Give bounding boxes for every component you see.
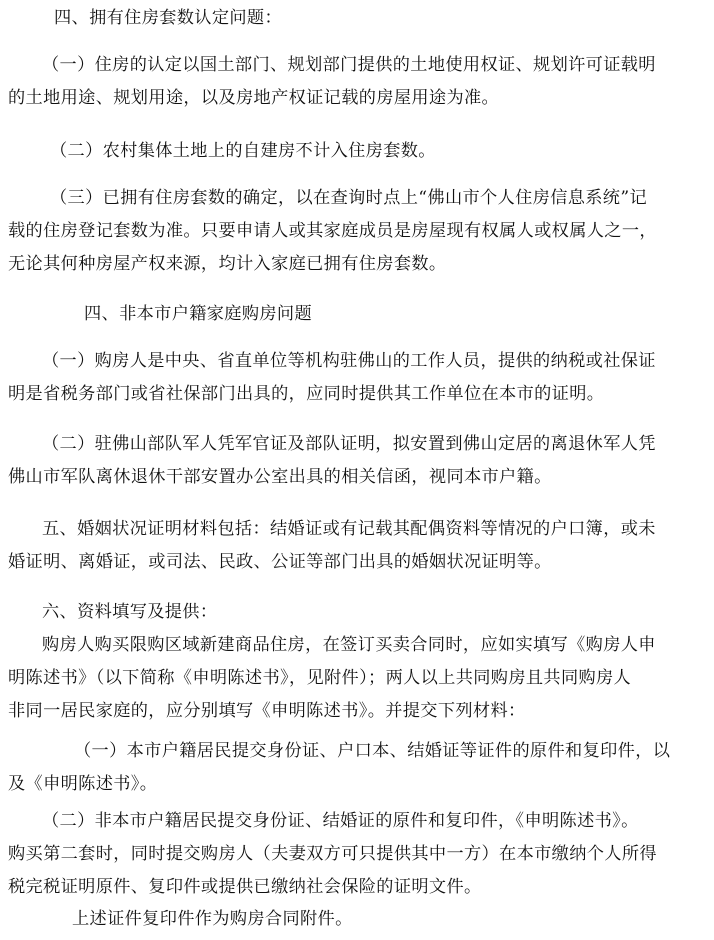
text-line: 的土地用途、规划用途，以及房地产权证记载的房屋用途为准。: [8, 88, 500, 108]
paragraph-marriage-proof: [8, 513, 708, 579]
text-line: （二）驻佛山部队军人凭军官证及部队证明，拟安置到佛山定居的离退休军人凭: [42, 434, 656, 454]
text-line: 佛山市军队离休退休干部安置办公室出具的相关信函，视同本市户籍。: [8, 467, 552, 487]
text-line: （二）农村集体土地上的自建房不计入住房套数。: [50, 141, 436, 161]
paragraph-forms-local: [8, 735, 708, 801]
text-line: 购房人购买限购区域新建商品住房，在签订买卖合同时，应如实填写《购房人申: [42, 635, 656, 655]
text-line: （一）住房的认定以国土部门、规划部门提供的土地使用权证、规划许可证载明: [42, 55, 656, 75]
text-line: （二）非本市户籍居民提交身份证、结婚证的原件和复印件，《申明陈述书》。: [42, 811, 639, 831]
text-line: 无论其何种房屋产权来源，均计入家庭已拥有住房套数。: [8, 254, 447, 274]
section-heading-non-local: [8, 298, 714, 331]
section-heading-forms: [8, 596, 714, 629]
text-line: 四、拥有住房套数认定问题：: [54, 8, 282, 28]
text-line: （一）本市户籍居民提交身份证、户口本、结婚证等证件的原件和复印件，以: [74, 741, 671, 761]
text-line: （一）购房人是中央、省直单位等机构驻佛山的工作人员，提供的纳税或社保证: [42, 351, 656, 371]
text-line: 上述证件复印件作为购房合同附件。: [72, 909, 353, 929]
paragraph-owned-housing: [8, 182, 708, 281]
text-line: 婚证明、离婚证，或司法、民政、公证等部门出具的婚姻状况证明等。: [8, 552, 552, 572]
text-line: （三）已拥有住房套数的确定，以在查询时点上“佛山市个人住房信息系统”记: [50, 188, 648, 208]
paragraph-non-local-staff: [8, 345, 708, 411]
text-line: 载的住房登记套数为准。只要申请人或其家庭成员是房屋现有权属人或权属人之一，: [8, 221, 657, 241]
text-line: 明是省税务部门或省社保部门出具的，应同时提供其工作单位在本市的证明。: [8, 384, 605, 404]
text-line: 及《申明陈述书》。: [8, 774, 158, 794]
paragraph-forms-body: [8, 629, 708, 728]
text-line: 明陈述书》（以下简称《申明陈述书》，见附件）；两人以上共同购房且共同购房人: [8, 668, 632, 688]
paragraph-closing-note: [8, 903, 714, 936]
text-line: 四、非本市户籍家庭购房问题: [84, 304, 312, 324]
text-line: 购买第二套时，同时提交购房人（夫妻双方可只提供其中一方）在本市缴纳个人所得: [8, 844, 657, 864]
paragraph-rural-housing: [8, 135, 714, 168]
text-line: 非同一居民家庭的，应分别填写《申明陈述书》。并提交下列材料：: [8, 701, 526, 721]
text-line: 税完税证明原件、复印件或提供已缴纳社会保险的证明文件。: [8, 877, 482, 897]
paragraph-military: [8, 428, 708, 494]
text-line: 五、婚姻状况证明材料包括：结婚证或有记载其配偶资料等情况的户口簿，或未: [42, 519, 656, 539]
text-line: 六、资料填写及提供：: [42, 602, 218, 622]
paragraph-forms-non-local: [8, 805, 708, 904]
paragraph-housing-definition: [8, 49, 708, 115]
section-heading-housing-count: [8, 2, 714, 35]
